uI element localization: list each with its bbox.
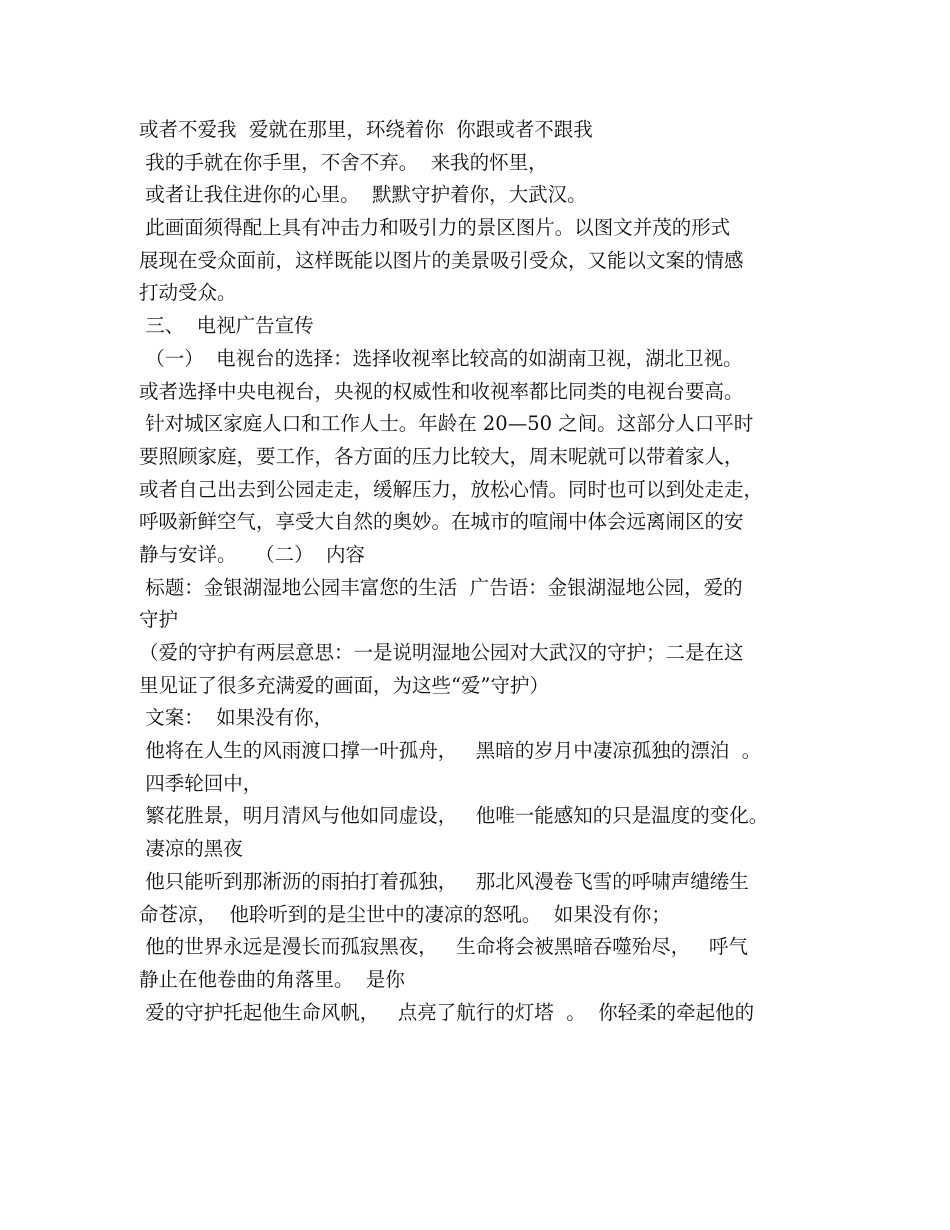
text-line: 四季轮回中， [139, 771, 263, 795]
text-line: 凄凉的黑夜 [139, 837, 243, 861]
document-body [139, 114, 829, 1029]
text-line: 打动受众。 [139, 281, 237, 305]
text-line: 命苍凉， 他聆听到的是尘世中的凄凉的怒吼。 如果没有你； [139, 902, 671, 926]
text-line: 爱的守护托起他生命风帆， 点亮了航行的灯塔 。 你轻柔的牵起他的 [139, 1000, 755, 1024]
text-line: 此画面须得配上具有冲击力和吸引力的景区图片。以图文并茂的形式 [139, 216, 731, 240]
text-line: 里见证了很多充满爱的画面，为这些“爱”守护） [139, 673, 549, 697]
text-line: 标题：金银湖湿地公园丰富您的生活 广告语：金银湖湿地公园，爱的 [139, 575, 743, 599]
text-line: 文案： 如果没有你， [139, 706, 334, 730]
text-line: （一） 电视台的选择：选择收视率比较高的如湖南卫视，湖北卫视。 [139, 346, 743, 370]
text-line: 或者自己出去到公园走走，缓解压力，放松心情。同时也可以到处走走， [139, 477, 764, 501]
text-line: 呼吸新鲜空气，享受大自然的奥妙。在城市的喧闹中体会远离闹区的安 [139, 510, 744, 534]
text-line: 他只能听到那淅沥的雨拍打着孤独， 那北风漫卷飞雪的呼啸声缱绻生 [139, 869, 749, 893]
text-line: 或者选择中央电视台，央视的权威性和收视率都比同类的电视台要高。 [139, 379, 744, 403]
text-line: 我的手就在你手里，不舍不弃。 来我的怀里， [139, 150, 548, 174]
text-line: 他将在人生的风雨渡口撑一叶孤舟， 黑暗的岁月中凄凉孤独的漂泊 。 [139, 739, 762, 763]
text-line: 静止在他卷曲的角落里。 是你 [139, 967, 405, 991]
text-line: 展现在受众面前，这样既能以图片的美景吸引受众，又能以文案的情感 [139, 248, 744, 272]
text-line: 守护 [139, 608, 179, 632]
text-line: （爱的守护有两层意思：一是说明湿地公园对大武汉的守护；二是在这 [139, 641, 744, 664]
text-line: 要照顾家庭，要工作，各方面的压力比较大，周末呢就可以带着家人， [139, 444, 744, 468]
text-line: 或者让我住进你的心里。 默默守护着你，大武汉。 [139, 183, 587, 207]
text-line: 繁花胜景，明月清风与他如同虚设， 他唯一能感知的只是温度的变化。 [139, 804, 769, 828]
text-line: 他的世界永远是漫长而孤寂黑夜， 生命将会被黑暗吞噬殆尽， 呼气 [139, 935, 748, 959]
text-line: 静与安详。 （二） 内容 [139, 542, 365, 566]
text-line: 或者不爱我 爱就在那里，环绕着你 你跟或者不跟我 [139, 118, 593, 141]
text-line: 针对城区家庭人口和工作人士。年龄在 20—50 之间。这部分人口平时 [139, 412, 754, 436]
section-heading: 三、 电视广告宣传 [139, 314, 314, 338]
